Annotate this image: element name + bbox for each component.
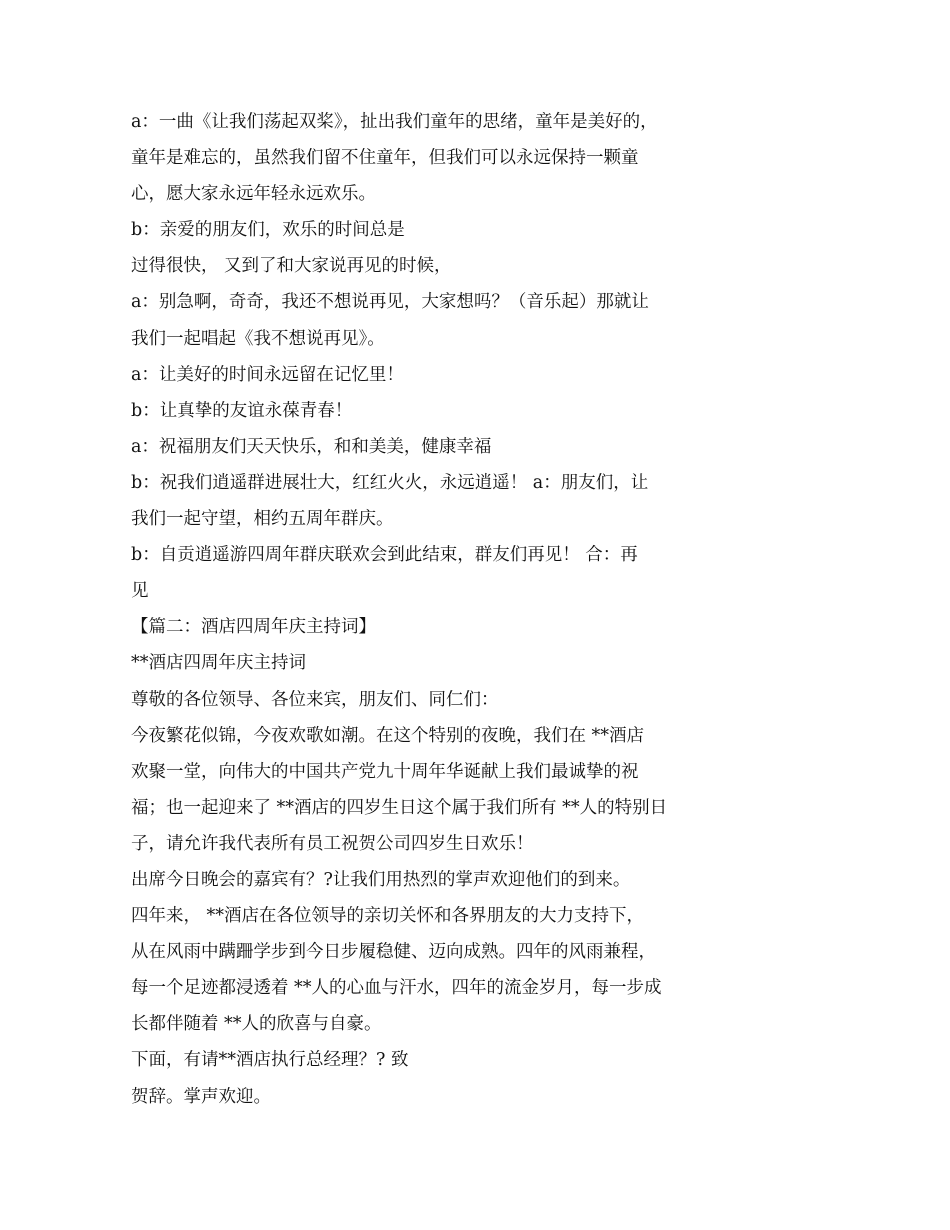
text-line: a：一曲《让我们荡起双桨》，扯出我们童年的思绪，童年是美好的，	[131, 112, 658, 132]
text-line: 子，请允许我代表所有员工祝贺公司四岁生日欢乐！	[131, 833, 534, 854]
text-line: 长都伴随着 **人的欣喜与自豪。	[131, 1014, 382, 1035]
text-line: 福；也一起迎来了 **酒店的四岁生日这个属于我们所有 **人的特别日	[131, 797, 668, 818]
text-line: b：祝我们逍遥群进展壮大，红红火火，永远逍遥！ a：朋友们，让	[131, 472, 649, 493]
text-line: b：亲爱的朋友们，欢乐的时间总是	[131, 220, 405, 241]
text-line: 我们一起守望，相约五周年群庆。	[131, 509, 394, 530]
text-line: 过得很快， 又到了和大家说再见的时候，	[131, 256, 452, 277]
text-line: 尊敬的各位领导、各位来宾，朋友们、同仁们：	[131, 689, 499, 710]
text-line: a：祝福朋友们天天快乐，和和美美，健康幸福	[131, 436, 492, 457]
text-line: 心，愿大家永远年轻永远欢乐。	[131, 184, 376, 205]
text-line: a：别急啊，奇奇，我还不想说再见，大家想吗？（音乐起）那就让	[131, 292, 649, 313]
section-title: **酒店四周年庆主持词	[131, 653, 306, 674]
text-line: 下面，有请**酒店执行总经理？? 致	[131, 1050, 409, 1071]
text-line: 今夜繁花似锦，今夜欢歌如潮。在这个特别的夜晚，我们在 **酒店	[131, 725, 645, 746]
text-line: b：自贡逍遥游四周年群庆联欢会到此结束，群友们再见！ 合：再	[131, 545, 638, 566]
section-heading: 【篇二：酒店四周年庆主持词】	[131, 617, 376, 638]
text-line: 童年是难忘的，虽然我们留不住童年，但我们可以永远保持一颗童	[131, 148, 639, 169]
text-line: 见	[131, 581, 149, 602]
text-line: 欢聚一堂，向伟大的中国共产党九十周年华诞献上我们最诚挚的祝	[131, 761, 639, 782]
text-line: 每一个足迹都浸透着 **人的心血与汗水，四年的流金岁月，每一步成	[131, 978, 662, 999]
text-line: b：让真挚的友谊永葆青春！	[131, 400, 353, 421]
text-line: a：让美好的时间永远留在记忆里！	[131, 364, 404, 385]
text-line: 四年来， **酒店在各位领导的亲切关怀和各界朋友的大力支持下，	[131, 906, 645, 927]
text-line: 从在风雨中蹒跚学步到今日步履稳健、迈向成熟。四年的风雨兼程，	[131, 942, 656, 963]
text-line: 出席今日晚会的嘉宾有？?让我们用热烈的掌声欢迎他们的到来。	[131, 869, 631, 890]
text-line: 贺辞。掌声欢迎。	[131, 1086, 271, 1107]
document-body	[131, 104, 711, 1115]
text-line: 我们一起唱起《我不想说再见》。	[131, 328, 385, 349]
